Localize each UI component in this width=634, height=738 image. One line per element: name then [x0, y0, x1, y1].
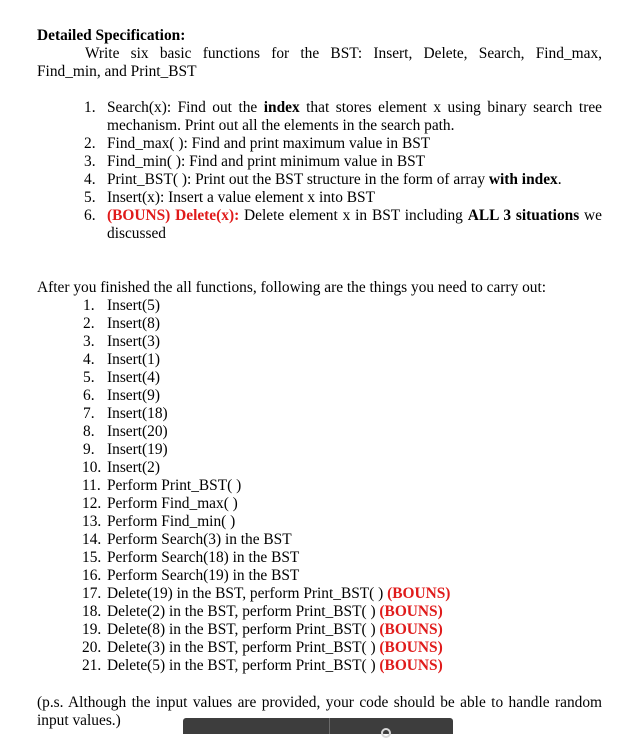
- task-text: Perform Find_max( ): [107, 495, 238, 512]
- task-number: 16.: [82, 567, 102, 584]
- spec-list: [84, 99, 602, 243]
- task-text: Delete(8) in the BST, perform Print_BST( ): [107, 621, 380, 638]
- task-number: 14.: [82, 531, 102, 548]
- task-item: [83, 639, 450, 657]
- task-text: Insert(2): [107, 459, 160, 476]
- bonus-label: (BOUNS): [379, 639, 443, 656]
- spec-text: .: [557, 171, 562, 188]
- spec-text: we discussed: [107, 207, 602, 242]
- task-number: 8.: [83, 423, 95, 440]
- task-text: Insert(3): [107, 333, 160, 350]
- spec-item-insert: [84, 189, 602, 207]
- task-item: [83, 549, 450, 567]
- task-text: Insert(5): [107, 297, 160, 314]
- spec-emphasis: ALL 3 situations: [467, 207, 580, 224]
- task-item: [83, 405, 450, 423]
- task-item: [83, 495, 450, 513]
- spec-item-search: [84, 99, 602, 135]
- task-item: [83, 297, 450, 315]
- spec-heading: Detailed Specification:: [37, 27, 186, 44]
- task-text: Insert(4): [107, 369, 160, 386]
- ps-line-2: input values.): [37, 712, 121, 729]
- task-item: [83, 513, 450, 531]
- spec-number: 4.: [84, 171, 96, 188]
- task-item: [83, 315, 450, 333]
- intro-line-2: Find_min, and Print_BST: [37, 63, 197, 80]
- spec-item-print-bst: [84, 171, 602, 189]
- bonus-label: (BOUNS): [379, 621, 443, 638]
- task-item: [83, 423, 450, 441]
- task-item: [83, 387, 450, 405]
- task-text: Insert(20): [107, 423, 168, 440]
- spec-text: Delete element x in BST including: [239, 207, 468, 224]
- task-item: [83, 531, 450, 549]
- task-text: Perform Print_BST( ): [107, 477, 242, 494]
- spec-emphasis: with index: [488, 171, 558, 188]
- spec-item-find-min: [84, 153, 602, 171]
- task-number: 19.: [82, 621, 102, 638]
- task-item: [83, 459, 450, 477]
- task-text: Insert(9): [107, 387, 160, 404]
- task-text: Perform Search(18) in the BST: [107, 549, 300, 566]
- task-number: 17.: [82, 585, 102, 602]
- task-text: Delete(2) in the BST, perform Print_BST( ): [107, 603, 380, 620]
- task-number: 2.: [83, 315, 95, 332]
- spec-text: Print_BST( ): Print out the BST structure in the form of array: [107, 171, 489, 188]
- task-item: [83, 567, 450, 585]
- task-list: [83, 297, 450, 675]
- spec-number: 6.: [84, 207, 96, 224]
- task-item: [83, 657, 450, 675]
- task-number: 11.: [82, 477, 101, 494]
- task-number: 13.: [82, 513, 102, 530]
- viewer-toolbar[interactable]: [183, 718, 453, 734]
- task-number: 15.: [82, 549, 102, 566]
- task-text: Insert(19): [107, 441, 168, 458]
- task-text: Insert(1): [107, 351, 160, 368]
- bonus-label: (BOUNS): [379, 657, 443, 674]
- task-text: Perform Find_min( ): [107, 513, 236, 530]
- task-item: [83, 477, 450, 495]
- task-number: 6.: [83, 387, 95, 404]
- task-item: [83, 603, 450, 621]
- spec-number: 5.: [84, 189, 96, 206]
- spec-text: that stores element x using binary search tree mechanism. Print out all the elements in the search path.: [107, 99, 602, 134]
- spec-number: 2.: [84, 135, 96, 152]
- task-number: 21.: [82, 657, 102, 674]
- task-number: 3.: [83, 333, 95, 350]
- task-number: 18.: [82, 603, 102, 620]
- bonus-label: (BOUNS): [387, 585, 451, 602]
- task-item: [83, 585, 450, 603]
- task-item: [83, 621, 450, 639]
- task-text: Perform Search(3) in the BST: [107, 531, 292, 548]
- bonus-label: (BOUNS): [379, 603, 443, 620]
- intro-line-1: Write six basic functions for the BST: Insert, Delete, Search, Find_max,: [85, 45, 602, 62]
- task-number: 7.: [83, 405, 95, 422]
- spec-number: 3.: [84, 153, 96, 170]
- task-text: Insert(8): [107, 315, 160, 332]
- zoom-icon[interactable]: [381, 728, 391, 738]
- spec-text: Find_min( ): Find and print minimum value in BST: [107, 153, 426, 170]
- task-item: [83, 333, 450, 351]
- spec-text: Search(x): Find out the: [107, 99, 264, 116]
- task-text: Perform Search(19) in the BST: [107, 567, 300, 584]
- task-text: Delete(3) in the BST, perform Print_BST( ): [107, 639, 380, 656]
- spec-item-find-max: [84, 135, 602, 153]
- spec-number: 1.: [84, 99, 96, 116]
- spec-item-delete: [84, 207, 602, 243]
- task-text: Delete(19) in the BST, perform Print_BST( ): [107, 585, 388, 602]
- task-number: 5.: [83, 369, 95, 386]
- bonus-label: (BOUNS) Delete(x):: [107, 207, 240, 224]
- ps-line-1: (p.s. Although the input values are provided, your code should be able to handle random: [37, 694, 602, 711]
- spec-emphasis: index: [263, 99, 300, 116]
- spec-text: Find_max( ): Find and print maximum value in BST: [107, 135, 431, 152]
- task-text: Insert(18): [107, 405, 168, 422]
- task-number: 4.: [83, 351, 95, 368]
- spec-text: Insert(x): Insert a value element x into BST: [107, 189, 375, 206]
- task-number: 12.: [82, 495, 102, 512]
- task-number: 20.: [82, 639, 102, 656]
- task-item: [83, 369, 450, 387]
- toolbar-divider: [329, 718, 330, 734]
- task-number: 9.: [83, 441, 95, 458]
- after-instructions: After you finished the all functions, following are the things you need to carry out:: [37, 279, 547, 296]
- task-text: Delete(5) in the BST, perform Print_BST( ): [107, 657, 380, 674]
- task-number: 1.: [83, 297, 95, 314]
- task-number: 10.: [82, 459, 102, 476]
- task-item: [83, 351, 450, 369]
- task-item: [83, 441, 450, 459]
